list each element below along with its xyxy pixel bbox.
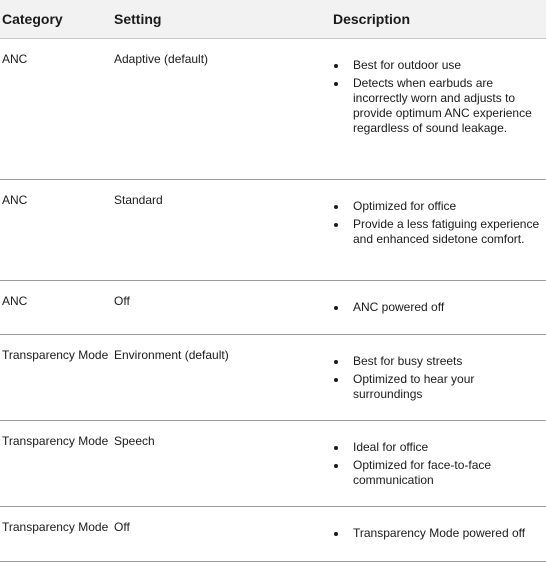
bullet-item: Provide a less fatiguing experience and enhanced sidetone comfort. — [353, 217, 543, 247]
header-setting: Setting — [112, 0, 331, 39]
table-row — [0, 421, 546, 507]
table-row — [0, 39, 546, 180]
bullet-item: Best for busy streets — [353, 354, 543, 369]
table-row — [0, 335, 546, 421]
description-cell — [331, 39, 546, 180]
table-header-row — [0, 0, 546, 39]
bullet-item: Ideal for office — [353, 440, 543, 455]
description-cell — [331, 335, 546, 421]
bullet-item: Detects when earbuds are incorrectly worn and adjusts to provide optimum ANC experience regardless of sound leakage. — [353, 76, 543, 136]
setting-cell: Off — [112, 281, 331, 335]
header-description: Description — [331, 0, 546, 39]
header-category: Category — [0, 0, 112, 39]
description-cell — [331, 507, 546, 562]
category-cell: ANC — [0, 180, 112, 281]
bullet-list — [331, 58, 546, 136]
setting-cell: Adaptive (default) — [112, 39, 331, 180]
setting-cell: Environment (default) — [112, 335, 331, 421]
bullet-item: Best for outdoor use — [353, 58, 543, 73]
bullet-list — [331, 440, 546, 488]
bullet-list — [331, 354, 546, 402]
category-cell: Transparency Mode — [0, 421, 112, 507]
description-cell — [331, 421, 546, 507]
description-cell — [331, 281, 546, 335]
category-cell: Transparency Mode — [0, 507, 112, 562]
bullet-item: Optimized to hear your surroundings — [353, 372, 543, 402]
bullet-item: Optimized for office — [353, 199, 543, 214]
bullet-list — [331, 199, 546, 247]
table-row — [0, 507, 546, 562]
description-cell — [331, 180, 546, 281]
table-row — [0, 180, 546, 281]
setting-cell: Off — [112, 507, 331, 562]
bullet-list — [331, 300, 546, 315]
category-cell: Transparency Mode — [0, 335, 112, 421]
bullet-item: ANC powered off — [353, 300, 543, 315]
category-cell: ANC — [0, 281, 112, 335]
setting-cell: Speech — [112, 421, 331, 507]
table-row — [0, 281, 546, 335]
bullet-item: Optimized for face-to-face communication — [353, 458, 543, 488]
bullet-list — [331, 526, 546, 541]
setting-cell: Standard — [112, 180, 331, 281]
category-cell: ANC — [0, 39, 112, 180]
bullet-item: Transparency Mode powered off — [353, 526, 546, 541]
